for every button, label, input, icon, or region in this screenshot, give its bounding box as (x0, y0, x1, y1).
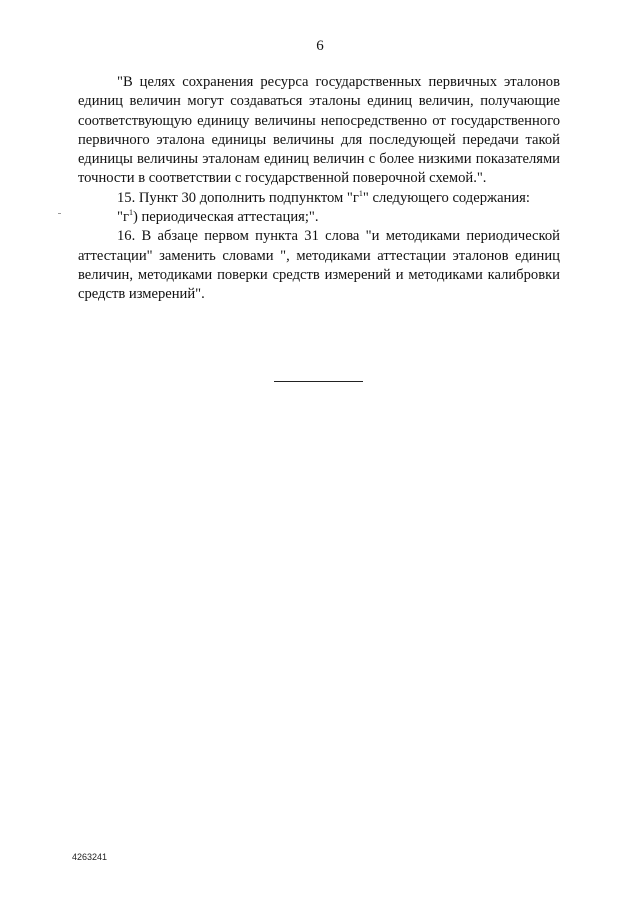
item-15-subclause (78, 208, 560, 227)
item-15-text-start: 15. Пункт 30 дополнить подпунктом "г (117, 189, 359, 206)
subclause-open: "г (117, 209, 129, 226)
item-15 (78, 189, 560, 208)
item-15-superscript: 1 (358, 188, 363, 198)
item-15-text-end: " следующего содержания: (362, 189, 530, 206)
quoted-paragraph: "В целях сохранения ресурса государственных первичных эталонов единиц величин могут создаваться эталоны единиц величин, получающие соответствующую единицу величины непосредственно от государственного первичного эталона единицы величины для последующей передачи такой единицы величины эталонам единиц величин с более низкими показателями точности в соответствии с государственной поверочной схемой.". (78, 74, 560, 187)
item-16: 16. В абзаце первом пункта 31 слова "и методиками периодической аттестации" заменить словами ", методиками аттестации эталонов единиц величин, методиками поверки средств измерений и методиками калибровки средств измерений". (78, 228, 560, 303)
document-id: 4263241 (72, 852, 108, 862)
document-body (78, 73, 560, 305)
subclause-text: ) периодическая аттестация;". (132, 209, 319, 226)
end-divider-line (274, 381, 363, 382)
page-number: 6 (316, 38, 324, 54)
margin-mark (58, 213, 61, 214)
subclause-superscript: 1 (128, 208, 133, 218)
